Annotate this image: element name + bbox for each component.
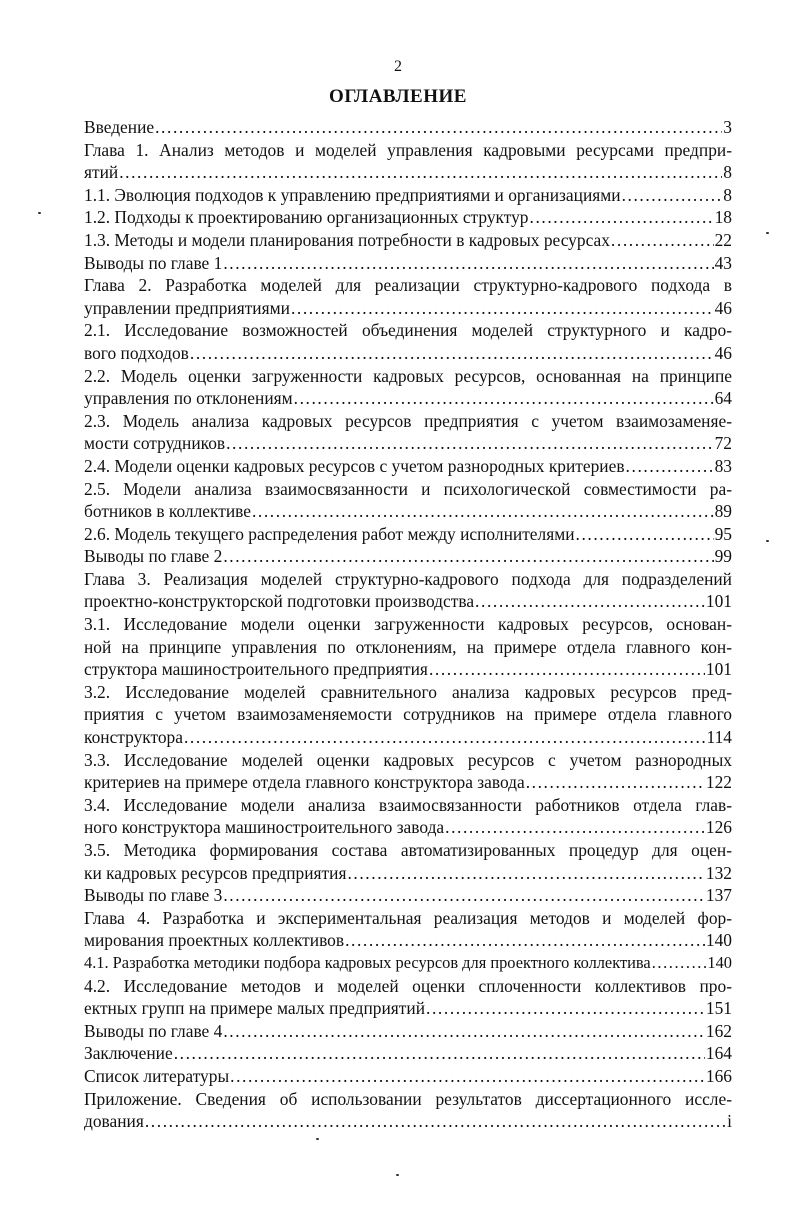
toc-entry-title: 1.2. Подходы к проектированию организационных структур [84, 207, 529, 228]
toc-entry-page-number: 72 [714, 433, 732, 454]
toc-entry-text-line: приятия с учетом взаимозаменяемости сотрудников на примере отдела главного [84, 704, 732, 725]
toc-entry-title: 1.3. Методы и модели планирования потребности в кадровых ресурсах [84, 229, 610, 250]
toc-entry[interactable] [84, 274, 732, 319]
toc-entry-title: дования [84, 1111, 144, 1132]
scan-speck [316, 1138, 319, 1140]
toc-entry-text-line: 2.5. Модели анализа взаимосвязанности и психологической совместимости ра- [84, 478, 732, 499]
toc-entry-last-line [84, 590, 732, 613]
toc-entry-last-line [84, 726, 732, 749]
toc-entry-last-line [84, 929, 732, 952]
toc-entry-text-line: 3.5. Методика формирования состава автоматизированных процедур для оцен- [84, 840, 732, 860]
toc-entry-title: Заключение [84, 1043, 173, 1064]
dot-leader [652, 952, 707, 975]
scan-speck [766, 540, 769, 542]
toc-entry-text-line: 3.2. Исследование моделей сравнительного анализа кадровых ресурсов пред- [84, 681, 732, 702]
toc-entry[interactable] [84, 545, 732, 568]
toc-entry-text-line: 3.4. Исследование модели анализа взаимосвязанности работников отдела глав- [84, 794, 732, 815]
toc-entry-last-line [84, 342, 732, 365]
toc-entry-last-line [84, 658, 732, 681]
toc-entry-last-line [84, 1042, 732, 1065]
dot-leader [345, 929, 705, 952]
toc-entry-last-line [84, 184, 732, 207]
dot-leader [291, 297, 714, 320]
toc-entry[interactable] [84, 1088, 732, 1133]
toc-entry-title: ного конструктора машиностроительного завода [84, 817, 445, 838]
toc-entry[interactable] [84, 139, 732, 184]
toc-entry-page-number: 162 [705, 1020, 732, 1041]
toc-entry-page-number: 89 [714, 501, 732, 522]
toc-entry-page-number: 22 [714, 229, 732, 250]
dot-leader [294, 387, 714, 410]
toc-entry[interactable] [84, 319, 732, 364]
dot-leader [530, 206, 714, 229]
dot-leader [174, 1042, 705, 1065]
dot-leader [426, 997, 705, 1020]
toc-entry-last-line [84, 500, 732, 523]
toc-entry-page-number: 164 [705, 1043, 732, 1064]
dot-leader [445, 816, 705, 839]
toc-entry-last-line [84, 523, 732, 546]
toc-entry-title: Выводы по главе 3 [84, 885, 223, 906]
toc-entry-title: 4.1. Разработка методики подбора кадровых ресурсов для проектного коллектива [84, 952, 651, 972]
toc-entry[interactable] [84, 410, 732, 455]
toc-entry[interactable] [84, 907, 732, 952]
toc-entry-page-number: 8 [723, 162, 732, 183]
toc-entry-page-number: 18 [714, 207, 732, 228]
toc-entry[interactable] [84, 839, 732, 884]
toc-entry-title: ботников в коллективе [84, 501, 251, 522]
toc-entry-last-line [84, 297, 732, 320]
toc-entry-page-number: 137 [705, 885, 732, 906]
toc-entry-title: проектно-конструкторской подготовки производства [84, 591, 475, 612]
toc-entry-text-line: 4.2. Исследование методов и моделей оценки сплоченности коллективов про- [84, 975, 732, 996]
scan-speck [766, 232, 769, 234]
toc-entry-page-number: i [727, 1111, 732, 1132]
toc-entry[interactable] [84, 884, 732, 907]
toc-entry-last-line [84, 116, 732, 139]
toc-entry-title: структора машиностроительного предприятия [84, 659, 428, 680]
toc-entry-title: критериев на примере отдела главного конструктора завода [84, 772, 525, 793]
toc-entry-last-line [84, 432, 732, 455]
toc-entry-page-number: 8 [723, 184, 732, 205]
toc-entry-text-line: Глава 3. Реализация моделей структурно-кадрового подхода для подразделений [84, 568, 732, 589]
toc-entry-title: Выводы по главе 2 [84, 546, 223, 567]
toc-entry-title: управления по отклонениям [84, 388, 293, 409]
toc-entry[interactable] [84, 229, 732, 252]
toc-entry-title: Введение [84, 117, 155, 137]
toc-entry-page-number: 140 [707, 952, 732, 972]
toc-title: ОГЛАВЛЕНИЕ [329, 86, 467, 107]
toc-entry-title: 2.6. Модель текущего распределения работ между исполнителями [84, 523, 575, 544]
toc-entry-text-line: 3.3. Исследование моделей оценки кадровых ресурсов с учетом разнородных [84, 749, 732, 770]
toc-entry[interactable] [84, 794, 732, 839]
toc-entry-last-line [84, 455, 732, 478]
toc-entry-text-line: Глава 4. Разработка и экспериментальная реализация методов и моделей фор- [84, 907, 732, 928]
dot-leader [429, 658, 705, 681]
toc-entry-last-line [84, 252, 732, 275]
dot-leader [475, 590, 705, 613]
toc-entry[interactable] [84, 681, 732, 749]
toc-entry-page-number: 166 [705, 1065, 732, 1086]
toc-entry[interactable] [84, 1020, 732, 1043]
page-number: 2 [394, 58, 402, 75]
dot-leader [155, 116, 722, 139]
toc-entry-page-number: 114 [706, 727, 732, 748]
toc-entry-title: ектных групп на примере малых предприятий [84, 998, 426, 1019]
toc-entry-page-number: 101 [705, 659, 732, 680]
toc-entry-page-number: 132 [705, 862, 732, 883]
dot-leader [223, 252, 713, 275]
toc-entry-title: конструктора [84, 727, 183, 748]
dot-leader [119, 161, 722, 184]
dot-leader [347, 862, 704, 885]
toc-entry-page-number: 46 [714, 342, 732, 363]
toc-entry-page-number: 83 [714, 455, 732, 476]
toc-entry-title: 2.4. Модели оценки кадровых ресурсов с учетом разнородных критериев [84, 455, 625, 476]
toc-entry-last-line [84, 771, 732, 794]
toc-entry-last-line [84, 952, 732, 975]
toc-entry-last-line [84, 1110, 732, 1133]
toc-entry-last-line [84, 387, 732, 410]
toc-entry-last-line [84, 161, 732, 184]
dot-leader [230, 1065, 705, 1088]
toc-entry-last-line [84, 862, 732, 885]
toc-entry-title: Список литературы [84, 1065, 230, 1086]
toc-entry-last-line [84, 229, 732, 252]
dot-leader [622, 184, 723, 207]
toc-entry-last-line [84, 545, 732, 568]
toc-entry[interactable] [84, 365, 732, 410]
toc-entry-title: мирования проектных коллективов [84, 930, 345, 951]
dot-leader [184, 726, 706, 749]
scan-speck [396, 1174, 399, 1176]
toc-entry-text-line: Глава 1. Анализ методов и моделей управления кадровыми ресурсами предпри- [84, 139, 732, 160]
toc-entry-text-line: 3.1. Исследование модели оценки загруженности кадровых ресурсов, основан- [84, 614, 732, 635]
toc-entry-last-line [84, 816, 732, 839]
dot-leader [190, 342, 714, 365]
toc-entry[interactable] [84, 455, 732, 478]
toc-entry-title: вого подходов [84, 342, 189, 363]
toc-entry[interactable] [84, 749, 732, 794]
table-of-contents [84, 116, 732, 1133]
dot-leader [223, 884, 705, 907]
toc-entry-title: управлении предприятиями [84, 297, 290, 318]
toc-entry-title: мости сотрудников [84, 433, 226, 454]
toc-entry-last-line [84, 1065, 732, 1088]
toc-entry[interactable] [84, 478, 732, 523]
toc-entry-page-number: 64 [714, 388, 732, 409]
toc-entry-title: ки кадровых ресурсов предприятия [84, 862, 347, 883]
toc-entry-page-number: 43 [714, 252, 732, 273]
toc-entry-page-number: 99 [714, 546, 732, 567]
toc-entry[interactable] [84, 975, 732, 1020]
toc-entry-page-number: 3 [723, 117, 732, 137]
toc-entry-title: Выводы по главе 1 [84, 252, 223, 273]
dot-leader [576, 523, 714, 546]
toc-entry-page-number: 95 [714, 523, 732, 544]
toc-entry[interactable] [84, 952, 732, 975]
toc-entry[interactable] [84, 206, 732, 229]
toc-entry-title: ятий [84, 162, 119, 183]
toc-entry[interactable] [84, 252, 732, 275]
scan-speck [38, 212, 41, 214]
dot-leader [626, 455, 714, 478]
dot-leader [252, 500, 714, 523]
toc-entry-text-line: Глава 2. Разработка моделей для реализации структурно-кадрового подхода в [84, 275, 732, 296]
toc-entry[interactable] [84, 1042, 732, 1065]
toc-entry-text-line: 2.2. Модель оценки загруженности кадровых ресурсов, основанная на принципе [84, 365, 732, 386]
toc-entry[interactable] [84, 568, 732, 613]
toc-entry-page-number: 140 [705, 930, 732, 951]
toc-entry[interactable] [84, 116, 732, 139]
toc-entry-last-line [84, 206, 732, 229]
toc-entry[interactable] [84, 1065, 732, 1088]
dot-leader [526, 771, 705, 794]
toc-entry-text-line: ной на принципе управления по отклонениям, на примере отдела главного кон- [84, 636, 732, 657]
toc-entry-text-line: Приложение. Сведения об использовании результатов диссертационного иссле- [84, 1088, 732, 1109]
toc-entry-page-number: 46 [714, 297, 732, 318]
toc-entry[interactable] [84, 613, 732, 681]
toc-entry[interactable] [84, 184, 732, 207]
toc-entry-page-number: 122 [705, 772, 732, 793]
toc-entry-last-line [84, 884, 732, 907]
dot-leader [611, 229, 714, 252]
toc-entry-title: Выводы по главе 4 [84, 1020, 223, 1041]
dot-leader [223, 545, 713, 568]
dot-leader [223, 1020, 705, 1043]
toc-entry-page-number: 101 [705, 591, 732, 612]
toc-entry-last-line [84, 1020, 732, 1043]
toc-entry-text-line: 2.1. Исследование возможностей объединения моделей структурного и кадро- [84, 320, 732, 341]
toc-entry-page-number: 126 [705, 817, 732, 838]
dot-leader [145, 1110, 726, 1133]
toc-entry-last-line [84, 997, 732, 1020]
toc-entry[interactable] [84, 523, 732, 546]
toc-entry-title: 1.1. Эволюция подходов к управлению предприятиями и организациями [84, 184, 621, 205]
dot-leader [226, 432, 714, 455]
toc-entry-text-line: 2.3. Модель анализа кадровых ресурсов предприятия с учетом взаимозаменяе- [84, 410, 732, 431]
toc-entry-page-number: 151 [705, 998, 732, 1019]
